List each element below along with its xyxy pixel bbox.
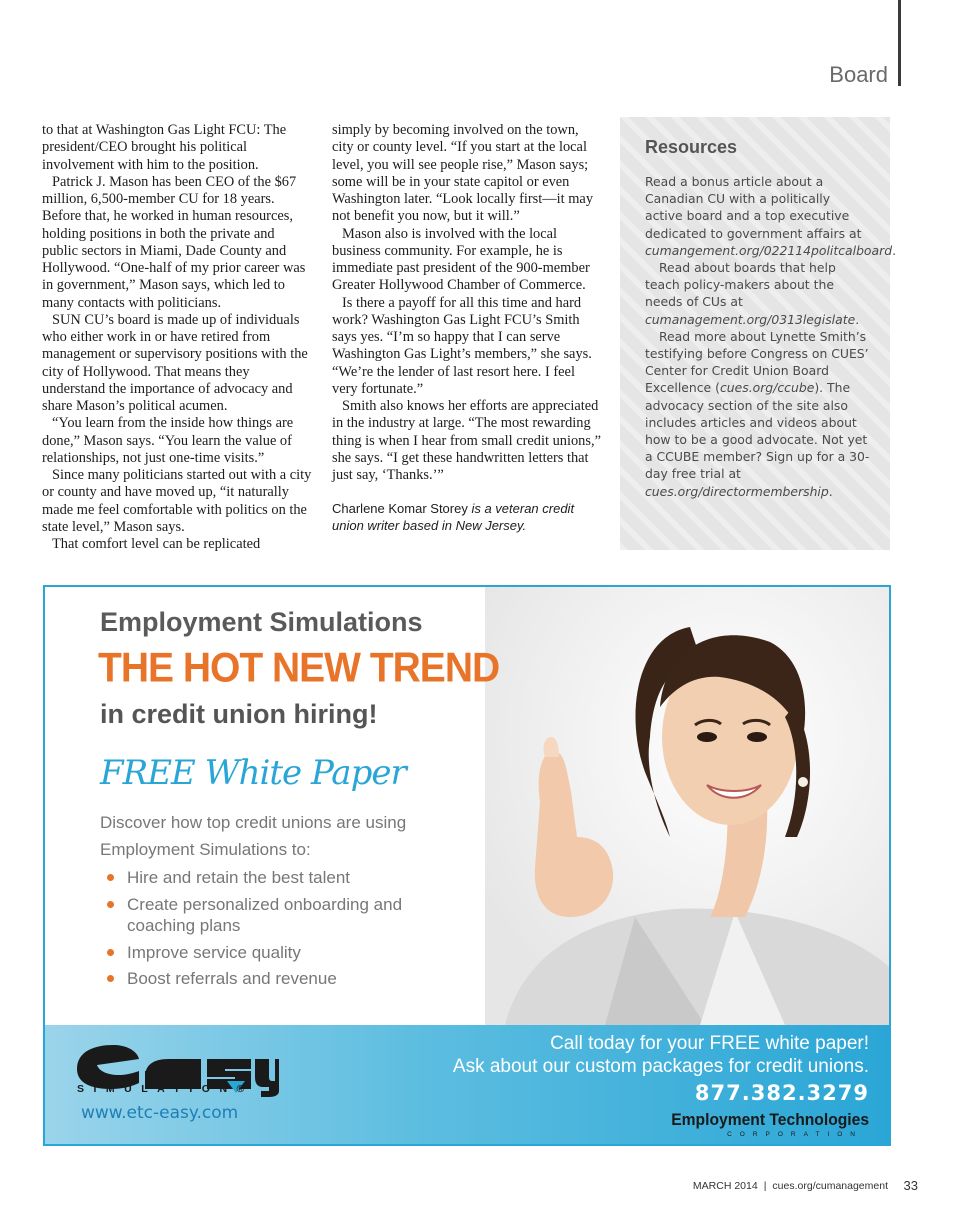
resources-body [645,173,897,500]
article-column-1 [42,122,312,553]
section-rule [898,0,901,86]
ad-contact-bar [45,1025,889,1144]
article-paragraph: simply by becoming involved on the town, city or county level. “If you start at the local level, you will see people rise,” Mason says; some will be in your state capitol or even Washington later. “Look locally first—it may not benefit you now, but it will.” [332,122,594,225]
list-item-text: Create personalized onboarding and coaching plans [127,894,403,935]
bullet-icon [107,975,114,982]
author-name: Charlene Komar Storey [332,501,468,517]
resources-link[interactable]: cumanagement.org/0313legislate [645,311,856,327]
list-item [105,942,417,964]
ad-phone-number[interactable]: 877.382.3279 [694,1081,869,1105]
list-item [105,867,417,889]
resources-link[interactable]: cues.org/ccube [719,380,815,396]
list-item-text: Improve service quality [127,942,301,962]
list-item [105,894,417,937]
resources-text: Read a bonus article about a Canadian CU with a politically active board and a top executive dedicated to government affairs at [645,174,862,241]
page-number: 33 [903,1178,918,1193]
ad-benefits-list [105,867,417,995]
ad-custom-packages-text: Ask about our custom packages for credit unions. [452,1056,869,1077]
article-paragraph: “You learn from the inside how things are done,” Mason says. “You learn the value of relationships, not just one-time visits.” [42,415,294,466]
article-paragraph: That comfort level can be replicated [52,536,261,552]
resources-title: Resources [645,137,738,157]
resources-paragraph [645,328,870,500]
ad-headline: Employment Simulations [100,607,423,637]
resources-paragraph [645,259,870,328]
company-subtitle: CORPORATION [727,1131,863,1138]
ad-free-white-paper: FREE White Paper [100,753,406,793]
section-label: Board [829,62,888,87]
resources-text: . [855,311,860,327]
article-paragraph: Patrick J. Mason has been CEO of the $67 million, 6,500-member CU for 18 years. Before that, he worked in human resources, holding positions in both the private and public sectors in Miami, Dade County and Hollywood. “One-half of my prior career was in government,” Mason says, which led to many contacts with politicians. [42,173,306,311]
resources-text: . [892,242,897,258]
ad-call-to-action: Call today for your FREE white paper! [550,1033,869,1054]
ad-headline-highlight: THE HOT NEW TREND [98,645,500,692]
footer-site: cues.org/cumanagement [772,1180,888,1192]
article-paragraph: Mason also is involved with the local business community. For example, he is immediate past president of the 900-member Greater Hollywood Chamber of Commerce. [332,225,590,294]
article-paragraph: SUN CU’s board is made up of individuals who either work in or have retired from management or supervisory positions with the city of Hollywood. That means they understand the importance of advocacy and share Mason’s political acumen. [42,311,308,414]
ad-subheadline: in credit union hiring! [100,699,378,729]
company-name: Employment Technologies [671,1110,869,1129]
easy-logo-subtitle: SIMULATION® [77,1083,254,1095]
list-item-text: Hire and retain the best talent [127,868,351,887]
ad-intro-text: Discover how top credit unions are using Employment Simulations to: [100,813,407,859]
resources-text: . [828,483,833,499]
ad-website-link[interactable]: www.etc-easy.com [81,1103,239,1123]
resources-text: Read more about Lynette Smith’s testifying before Congress on CUES’ Center for Credit Union Board Excellence ( [645,328,869,396]
resources-link[interactable]: cumangement.org/022114politcalboard [645,242,893,258]
list-item-text: Boost referrals and revenue [127,969,337,988]
resources-sidebar [620,117,897,550]
article-paragraph: Since many politicians started out with a city or county and have moved up, “it naturally made me feel comfortable with politics on the state level,” Mason says. [42,467,312,535]
ad-photo [485,587,889,1025]
resources-text: ). The advocacy section of the site also includes articles and videos about how to be a good advocate. Not yet a CCUBE member? Sign up for a 30-day free trial at [645,380,870,482]
advertisement[interactable] [43,585,891,1146]
footer-separator: | [763,1180,767,1192]
article-paragraph: Is there a payoff for all this time and hard work? Washington Gas Light FCU’s Smith says yes. “I’m so happy that I can serve Washington Gas Light’s members,” she says. “We’re the lender of last resort here. I feel very fortunate.” [332,294,592,397]
issue-date: MARCH 2014 [692,1180,758,1192]
resources-link[interactable]: cues.org/directormembership [645,483,829,499]
article-paragraph: Smith also knows her efforts are appreciated in the industry at large. “The most rewarding thing is when I hear from small credit unions,” she says. “I get these handwritten letters that just say, ‘Thanks.’” [332,398,601,483]
woman-pointing-illustration [485,587,889,1025]
resources-paragraph [645,173,897,259]
list-item [105,968,417,990]
author-byline [332,500,602,534]
page-footer [693,1180,888,1192]
resources-text: Read about boards that help teach policy-makers about the needs of CUs at [645,260,836,310]
article-column-2 [332,122,602,534]
bullet-icon [107,949,114,956]
bullet-icon [107,874,114,881]
author-description: is a veteran credit union writer based in New Jersey. [332,501,575,534]
article-paragraph: to that at Washington Gas Light FCU: The president/CEO brought his political involvement with him to the position. [42,122,287,173]
bullet-icon [107,901,114,908]
